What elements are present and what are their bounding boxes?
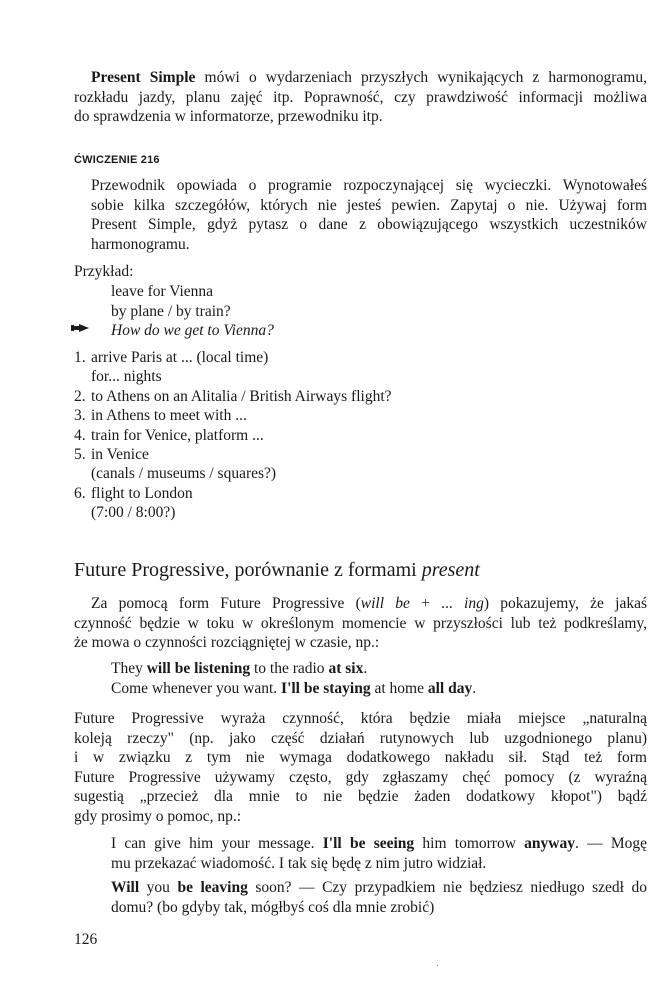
- list-item-text: train for Venice, platform ...: [91, 426, 264, 444]
- list-item-number: 1.: [74, 349, 86, 366]
- list-item-number: 4.: [74, 426, 86, 444]
- paragraph-1-line-3: że mowa o czynności rozciągniętej w czasie, np.:: [74, 634, 380, 651]
- paragraph-2-line-3: i w związku z tym nie wymaga dodatkowego nakładu sił. Stąd też form: [74, 749, 647, 766]
- list-item: [74, 445, 392, 484]
- examples-block-1: [111, 659, 476, 698]
- list-item-number: 6.: [74, 484, 86, 502]
- list-item: [74, 406, 392, 425]
- examples-block-2: [111, 834, 647, 917]
- intro-line-2: rozkładu jazdy, planu zajęć itp. Poprawność, czy prawdziwość informacji możliwa: [74, 88, 647, 106]
- pointing-hand-icon: [70, 322, 92, 334]
- list-item-text: in Athens to meet with ...: [91, 407, 247, 425]
- exercise-items: [74, 348, 392, 523]
- example-sentence-3-line-2: mu przekazać wiadomość. I tak się będę z nim jutro widział.: [111, 854, 487, 872]
- list-item: [74, 348, 392, 387]
- example-sentence-4-line-2: domu? (bo gdyby tak, mógłbyś coś dla mnie zrobić): [111, 898, 435, 916]
- paragraph-1: [74, 594, 647, 653]
- list-item-text: in Venice: [91, 446, 149, 464]
- page-number: 126: [74, 931, 98, 948]
- list-item-text: flight to London: [91, 484, 193, 502]
- example-sentence-1: They will be listening to the radio at six.: [111, 660, 368, 677]
- example-block: [111, 282, 274, 341]
- section-heading: Future Progressive, porównanie z formami present: [74, 559, 480, 581]
- list-item-text: to Athens on an Alitalia / British Airways flight?: [91, 387, 392, 405]
- paragraph-2-line-4: Future Progressive używamy często, gdy zgłaszamy chęć pomocy (z wyraźną: [74, 768, 647, 786]
- exercise-instruction: [91, 176, 647, 254]
- example-sentence-3-line-1: I can give him your message. I'll be seeing him tomorrow anyway. — Mogę: [111, 835, 648, 852]
- paragraph-2-line-2: koleją rzeczy" (np. jako część działań rutynowych lub uzgodnionego planu): [74, 729, 647, 747]
- example-sentence-4-line-1: Will you be leaving soon? — Czy przypadkiem nie będziesz niedługo szedł do: [111, 879, 647, 896]
- example-answer: How do we get to Vienna?: [111, 322, 274, 339]
- paragraph-2-line-1: Future Progressive wyraża czynność, która będzie miała miejsce „naturalną: [74, 710, 647, 727]
- exercise-line-2: sobie kilka szczegółów, których nie jesteś pewien. Zapytaj o nie. Używaj form: [91, 196, 647, 214]
- list-item-text: (7:00 / 8:00?): [91, 504, 176, 522]
- intro-paragraph: [74, 68, 647, 127]
- exercise-line-4: harmonogramu.: [91, 235, 190, 253]
- list-item-text: (canals / museums / squares?): [91, 465, 277, 483]
- example-label: Przykład:: [74, 263, 134, 280]
- list-item: [74, 387, 392, 406]
- intro-line-1: Present Simple mówi o wydarzeniach przyszłych wynikających z harmonogramu,: [91, 69, 647, 86]
- list-item-number: 5.: [74, 446, 86, 464]
- paragraph-1-line-1: Za pomocą form Future Progressive (will be + ... ing) pokazujemy, że jakaś: [91, 595, 647, 612]
- list-item-number: 3.: [74, 407, 86, 425]
- list-item-number: 2.: [74, 387, 86, 405]
- list-item: [74, 484, 392, 523]
- paragraph-2-line-6: gdy prosimy o pomoc, np.:: [74, 807, 242, 825]
- exercise-line-3: Present Simple, gdyż pytasz o dane z obowiązującego wszystkich uczestników: [91, 216, 647, 233]
- list-item: [74, 426, 392, 445]
- exercise-line-1: Przewodnik opowiada o programie rozpoczynającej się wycieczki. Wynotowałeś: [91, 177, 647, 194]
- example-line-2: by plane / by train?: [111, 302, 231, 320]
- paragraph-1-line-2: czynność będzie w toku w określonym momencie w przyszłości lub też podkreślamy,: [74, 614, 647, 632]
- list-item-text: arrive Paris at ... (local time): [91, 349, 269, 366]
- exercise-heading: ĆWICZENIE 216: [74, 154, 160, 166]
- example-sentence-2: Come whenever you want. I'll be staying at home all day.: [111, 679, 477, 697]
- intro-line-3: do sprawdzenia w informatorze, przewodniku itp.: [74, 108, 383, 125]
- paragraph-2: [74, 709, 647, 826]
- stray-dot: [437, 965, 438, 966]
- list-item-text: for... nights: [91, 368, 162, 386]
- paragraph-2-line-5: sugestią „przecież dla mnie to nie będzie żaden dodatkowy kłopot") bądź: [74, 788, 647, 805]
- example-line-1: leave for Vienna: [111, 283, 214, 300]
